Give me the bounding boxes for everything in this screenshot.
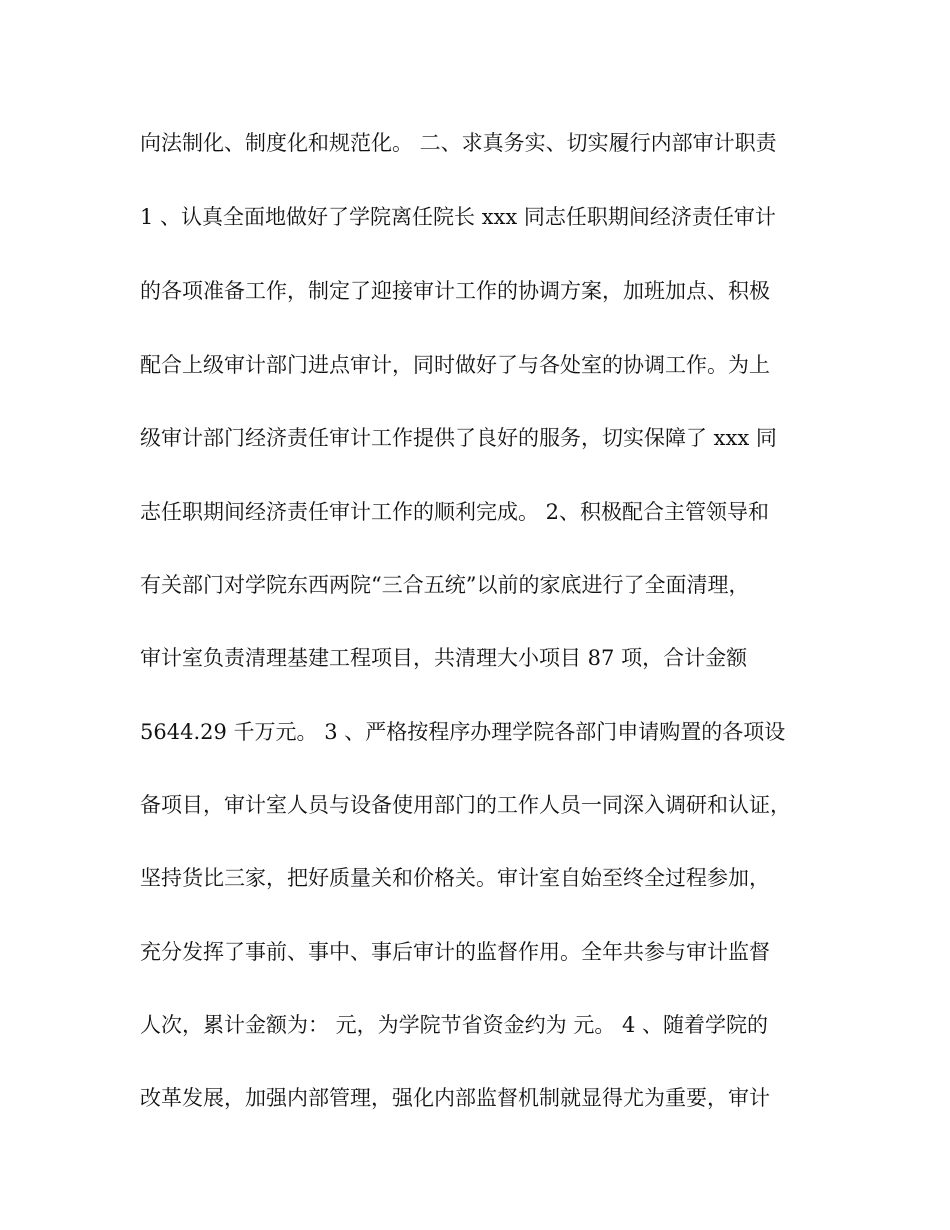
- body-text-line: 人次，累计金额为： 元，为学院节省资金约为 元。 4 、随着学院的: [140, 1013, 769, 1037]
- body-text-line: 坚持货比三家，把好质量关和价格关。审计室自始至终全过程参加，: [140, 866, 770, 890]
- body-text-line: 审计室负责清理基建工程项目，共清理大小项目 87 项，合计金额: [140, 646, 748, 670]
- body-text-line: 级审计部门经济责任审计工作提供了良好的服务，切实保障了 xxx 同: [140, 426, 777, 450]
- body-text-line: 充分发挥了事前、事中、事后审计的监督作用。全年共参与审计监督: [140, 940, 770, 964]
- body-text-line: 向法制化、制度化和规范化。 二、求真务实、切实履行内部审计职责: [140, 131, 777, 155]
- body-text-line: 1 、认真全面地做好了学院离任院长 xxx 同志任职期间经济责任审计: [140, 205, 776, 229]
- body-text-line: 有关部门对学院东西两院“三合五统”以前的家底进行了全面清理，: [140, 573, 750, 597]
- body-text-line: 5644.29 千万元。 3 、严格按程序办理学院各部门申请购置的各项设: [140, 720, 786, 744]
- body-text-line: 配合上级审计部门进点审计，同时做好了与各处室的协调工作。为上: [140, 353, 770, 377]
- body-text-line: 的各项准备工作，制定了迎接审计工作的协调方案，加班加点、积极: [140, 279, 770, 303]
- body-text-line: 改革发展，加强内部管理，强化内部监督机制就显得尤为重要，审计: [140, 1086, 770, 1110]
- body-text-line: 志任职期间经济责任审计工作的顺利完成。 2、积极配合主管领导和: [140, 500, 770, 524]
- body-text-line: 备项目，审计室人员与设备使用部门的工作人员一同深入调研和认证，: [140, 793, 791, 817]
